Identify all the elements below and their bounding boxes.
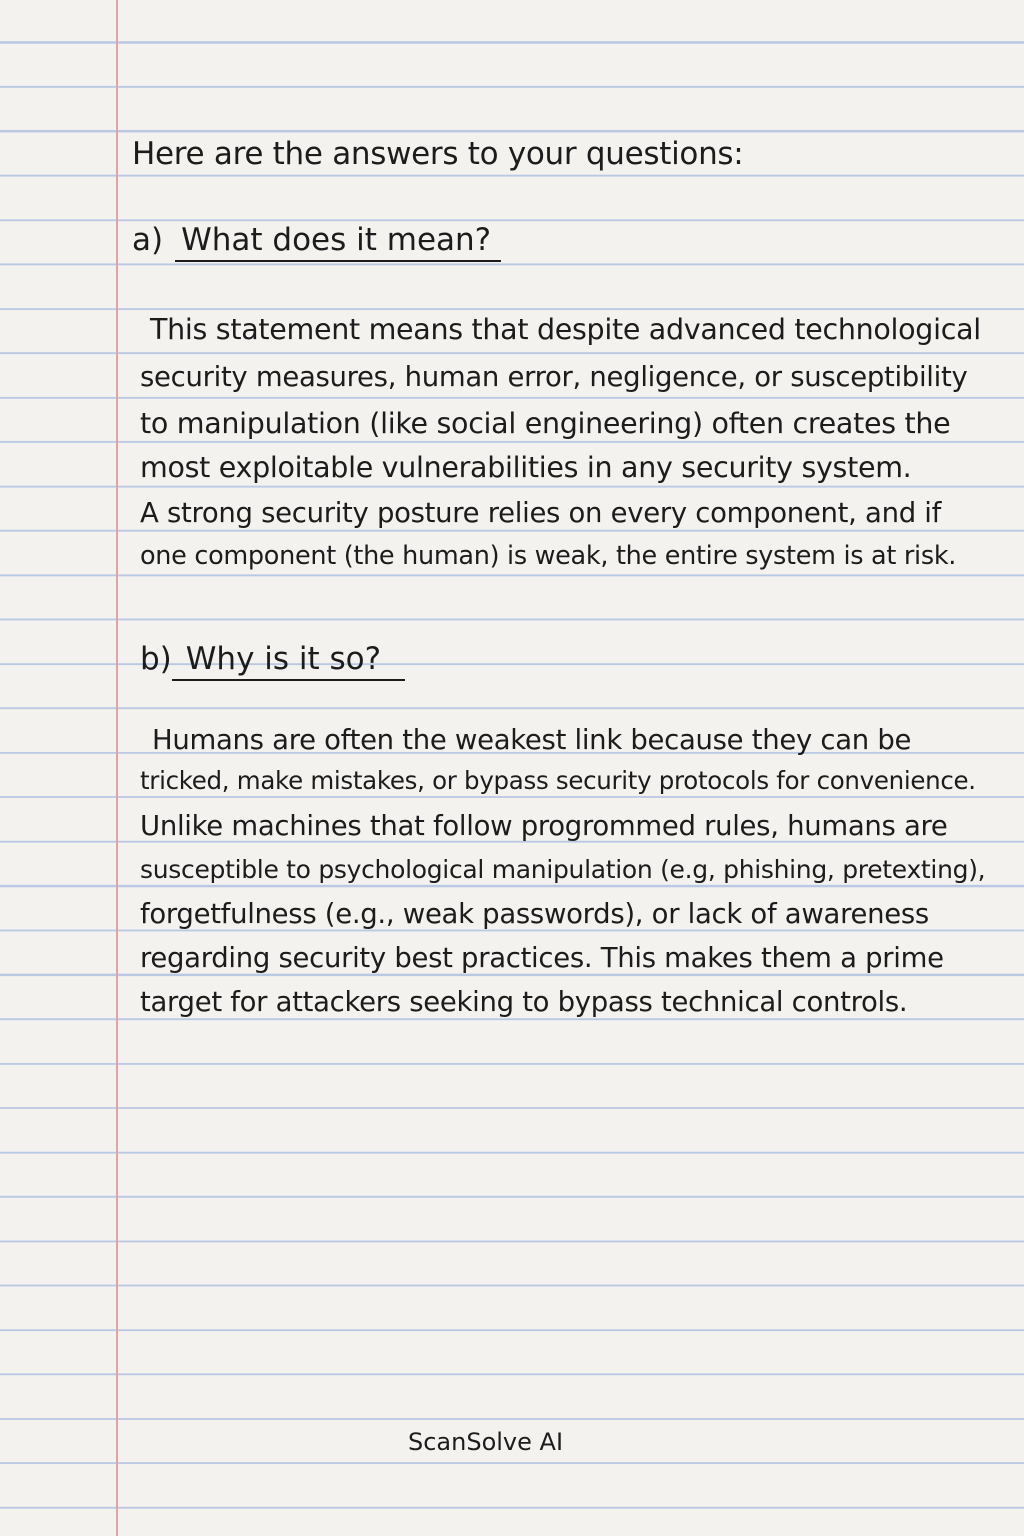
section-b-line: tricked, make mistakes, or bypass security protocols for convenience. [140,766,976,795]
section-b-line: Unlike machines that follow progrommed rules, humans are [140,810,948,842]
section-a-line: security measures, human error, negligence, or susceptibility [140,361,968,393]
section-a-line: This statement means that despite advanced technological [150,313,981,346]
section-b-line: Humans are often the weakest link because they can be [152,724,912,756]
footer-brand: ScanSolve AI [408,1428,564,1456]
section-b-letter: b) [140,641,172,677]
section-a-question: What does it mean? [175,222,501,262]
section-b-question: Why is it so? [172,641,405,681]
section-b-heading [140,641,405,681]
section-b-line: target for attackers seeking to bypass technical controls. [140,986,908,1018]
intro-text: Here are the answers to your questions: [132,136,744,172]
section-a-line: most exploitable vulnerabilities in any security system. [140,451,912,484]
section-b-line: forgetfulness (e.g., weak passwords), or lack of awareness [140,898,929,930]
section-b-line: regarding security best practices. This makes them a prime [140,942,944,974]
section-a-line: to manipulation (like social engineering) often creates the [140,407,951,440]
section-a-letter: a) [132,222,164,258]
section-a-line: A strong security posture relies on every component, and if [140,497,942,529]
section-a-line: one component (the human) is weak, the entire system is at risk. [140,541,957,571]
section-b-line: susceptible to psychological manipulation (e.g, phishing, pretexting), [140,855,986,884]
section-a-heading [132,222,501,262]
margin-line [116,0,118,1536]
